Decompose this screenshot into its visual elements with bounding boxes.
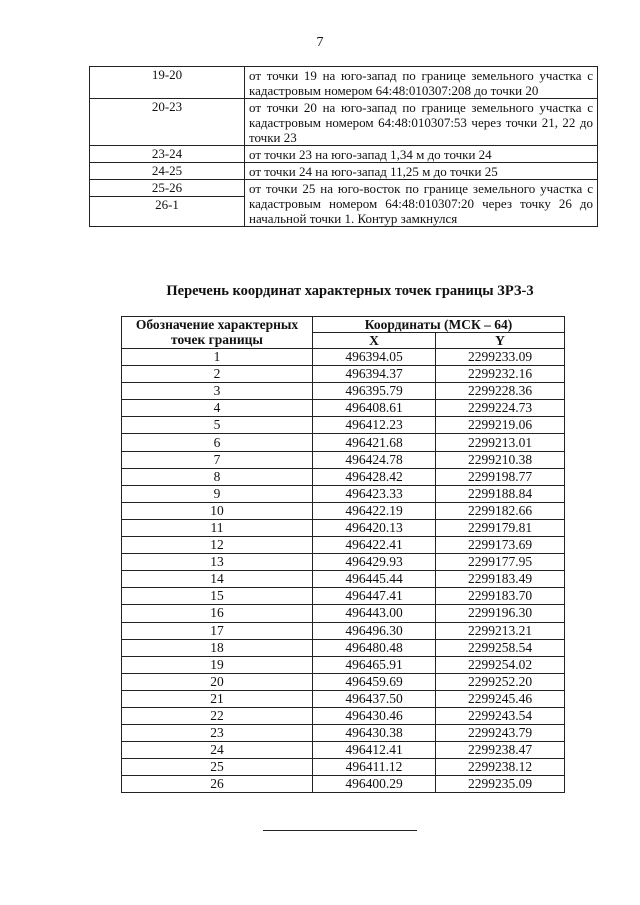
table-row — [122, 588, 565, 605]
x-coordinate-cell: 496465.91 — [313, 656, 436, 673]
coordinates-table — [121, 316, 565, 793]
x-coordinate-cell: 496395.79 — [313, 383, 436, 400]
segment-cell — [90, 163, 245, 180]
x-coordinate-cell: 496400.29 — [313, 776, 436, 793]
segment-label: 25-26 — [151, 180, 183, 195]
description-row — [90, 99, 598, 146]
description-row — [90, 67, 598, 99]
y-coordinate-cell: 2299258.54 — [436, 639, 565, 656]
segment-label: 26-1 — [90, 196, 244, 213]
x-coordinate-cell: 496429.93 — [313, 554, 436, 571]
segment-label: 20-23 — [151, 99, 183, 114]
segment-description: от точки 20 на юго-запад по границе земельного участка с кадастровым номером 64:48:010307:53 через точки 21, 22 до точки 23 — [245, 99, 598, 146]
y-coordinate-cell: 2299245.46 — [436, 690, 565, 707]
table-row — [122, 451, 565, 468]
y-coordinate-cell: 2299228.36 — [436, 383, 565, 400]
point-number-cell: 20 — [122, 673, 313, 690]
y-coordinate-cell: 2299254.02 — [436, 656, 565, 673]
table-row — [122, 349, 565, 366]
y-coordinate-cell: 2299182.66 — [436, 502, 565, 519]
y-coordinate-cell: 2299173.69 — [436, 537, 565, 554]
point-number-cell: 15 — [122, 588, 313, 605]
y-coordinate-cell: 2299213.21 — [436, 622, 565, 639]
y-coordinate-cell: 2299183.70 — [436, 588, 565, 605]
x-coordinate-cell: 496412.41 — [313, 742, 436, 759]
point-number-cell: 14 — [122, 571, 313, 588]
point-number-cell: 6 — [122, 434, 313, 451]
point-number-cell: 9 — [122, 485, 313, 502]
table-row — [122, 434, 565, 451]
description-row — [90, 180, 598, 227]
point-number-cell: 26 — [122, 776, 313, 793]
y-coordinate-cell: 2299198.77 — [436, 468, 565, 485]
x-coordinate-cell: 496422.19 — [313, 502, 436, 519]
table-row — [122, 417, 565, 434]
coordinate-system-header: Координаты (МСК – 64) — [313, 317, 565, 333]
table-row — [122, 673, 565, 690]
point-number-cell: 22 — [122, 707, 313, 724]
section-title: Перечень координат характерных точек границы ЗРЗ-3 — [166, 283, 534, 299]
point-number-cell: 12 — [122, 537, 313, 554]
x-coordinate-cell: 496408.61 — [313, 400, 436, 417]
y-coordinate-cell: 2299238.12 — [436, 759, 565, 776]
y-coordinate-cell: 2299235.09 — [436, 776, 565, 793]
table-row — [122, 759, 565, 776]
point-number-cell: 2 — [122, 366, 313, 383]
segment-label: 19-20 — [151, 67, 183, 82]
point-number-cell: 8 — [122, 468, 313, 485]
segment-cell — [90, 99, 245, 146]
footer-rule — [263, 830, 417, 831]
page-number: 7 — [316, 35, 324, 50]
y-coordinate-cell: 2299213.01 — [436, 434, 565, 451]
y-coordinate-cell: 2299183.49 — [436, 571, 565, 588]
table-row — [122, 776, 565, 793]
point-number-cell: 4 — [122, 400, 313, 417]
y-coordinate-cell: 2299219.06 — [436, 417, 565, 434]
boundary-description-table — [89, 66, 598, 227]
segment-cell — [90, 180, 245, 227]
point-number-cell: 24 — [122, 742, 313, 759]
x-coordinate-cell: 496496.30 — [313, 622, 436, 639]
point-number-cell: 10 — [122, 502, 313, 519]
y-coordinate-cell: 2299233.09 — [436, 349, 565, 366]
y-coordinate-cell: 2299232.16 — [436, 366, 565, 383]
x-coordinate-cell: 496421.68 — [313, 434, 436, 451]
point-number-cell: 11 — [122, 519, 313, 536]
x-coordinate-cell: 496420.13 — [313, 519, 436, 536]
y-coordinate-cell: 2299210.38 — [436, 451, 565, 468]
y-coordinate-cell: 2299243.79 — [436, 725, 565, 742]
x-coordinate-cell: 496447.41 — [313, 588, 436, 605]
table-row — [122, 605, 565, 622]
x-coordinate-cell: 496412.23 — [313, 417, 436, 434]
x-coordinate-cell: 496423.33 — [313, 485, 436, 502]
x-coordinate-cell: 496428.42 — [313, 468, 436, 485]
x-coordinate-cell: 496437.50 — [313, 690, 436, 707]
table-row — [122, 468, 565, 485]
y-coordinate-cell: 2299177.95 — [436, 554, 565, 571]
point-number-cell: 1 — [122, 349, 313, 366]
point-number-cell: 25 — [122, 759, 313, 776]
segment-description: от точки 24 на юго-запад 11,25 м до точки 25 — [245, 163, 598, 180]
x-coordinate-cell: 496430.38 — [313, 725, 436, 742]
y-coordinate-cell: 2299243.54 — [436, 707, 565, 724]
table-row — [122, 571, 565, 588]
point-number-cell: 21 — [122, 690, 313, 707]
table-row — [122, 400, 565, 417]
segment-description: от точки 23 на юго-запад 1,34 м до точки 24 — [245, 146, 598, 163]
x-coordinate-cell: 496411.12 — [313, 759, 436, 776]
x-coordinate-cell: 496424.78 — [313, 451, 436, 468]
point-number-cell: 16 — [122, 605, 313, 622]
y-coordinate-cell: 2299188.84 — [436, 485, 565, 502]
segment-label: 23-24 — [151, 146, 183, 161]
table-row — [122, 622, 565, 639]
y-coordinate-cell: 2299252.20 — [436, 673, 565, 690]
x-coordinate-cell: 496445.44 — [313, 571, 436, 588]
x-coordinate-cell: 496430.46 — [313, 707, 436, 724]
table-row — [122, 537, 565, 554]
x-coordinate-cell: 496443.00 — [313, 605, 436, 622]
table-row — [122, 725, 565, 742]
point-number-cell: 23 — [122, 725, 313, 742]
table-row — [122, 366, 565, 383]
point-number-cell: 3 — [122, 383, 313, 400]
point-number-cell: 17 — [122, 622, 313, 639]
x-coordinate-cell: 496394.05 — [313, 349, 436, 366]
table-row — [122, 707, 565, 724]
y-coordinate-cell: 2299196.30 — [436, 605, 565, 622]
description-row — [90, 146, 598, 163]
y-coordinate-cell: 2299224.73 — [436, 400, 565, 417]
table-row — [122, 656, 565, 673]
point-number-cell: 7 — [122, 451, 313, 468]
segment-cell — [90, 67, 245, 99]
point-number-cell: 13 — [122, 554, 313, 571]
x-coordinate-cell: 496394.37 — [313, 366, 436, 383]
table-row — [122, 690, 565, 707]
table-row — [122, 502, 565, 519]
table-row — [122, 485, 565, 502]
segment-label: 24-25 — [151, 163, 183, 178]
segment-cell — [90, 146, 245, 163]
x-coordinate-cell: 496480.48 — [313, 639, 436, 656]
table-row — [122, 554, 565, 571]
segment-description: от точки 25 на юго-восток по границе земельного участка с кадастровым номером 64:48:010307:20 через точку 26 до начальной точки 1. Контур замкнулся — [245, 180, 598, 227]
x-coordinate-cell: 496422.41 — [313, 537, 436, 554]
x-column-header: X — [313, 333, 436, 349]
table-row — [122, 519, 565, 536]
table-row — [122, 639, 565, 656]
description-row — [90, 163, 598, 180]
point-number-cell: 5 — [122, 417, 313, 434]
y-column-header: Y — [436, 333, 565, 349]
y-coordinate-cell: 2299238.47 — [436, 742, 565, 759]
y-coordinate-cell: 2299179.81 — [436, 519, 565, 536]
table-row — [122, 742, 565, 759]
point-label-header: Обозначение характерных точек границы — [122, 317, 313, 349]
segment-description: от точки 19 на юго-запад по границе земельного участка с кадастровым номером 64:48:010307:208 до точки 20 — [245, 67, 598, 99]
x-coordinate-cell: 496459.69 — [313, 673, 436, 690]
table-row — [122, 383, 565, 400]
point-number-cell: 19 — [122, 656, 313, 673]
point-number-cell: 18 — [122, 639, 313, 656]
